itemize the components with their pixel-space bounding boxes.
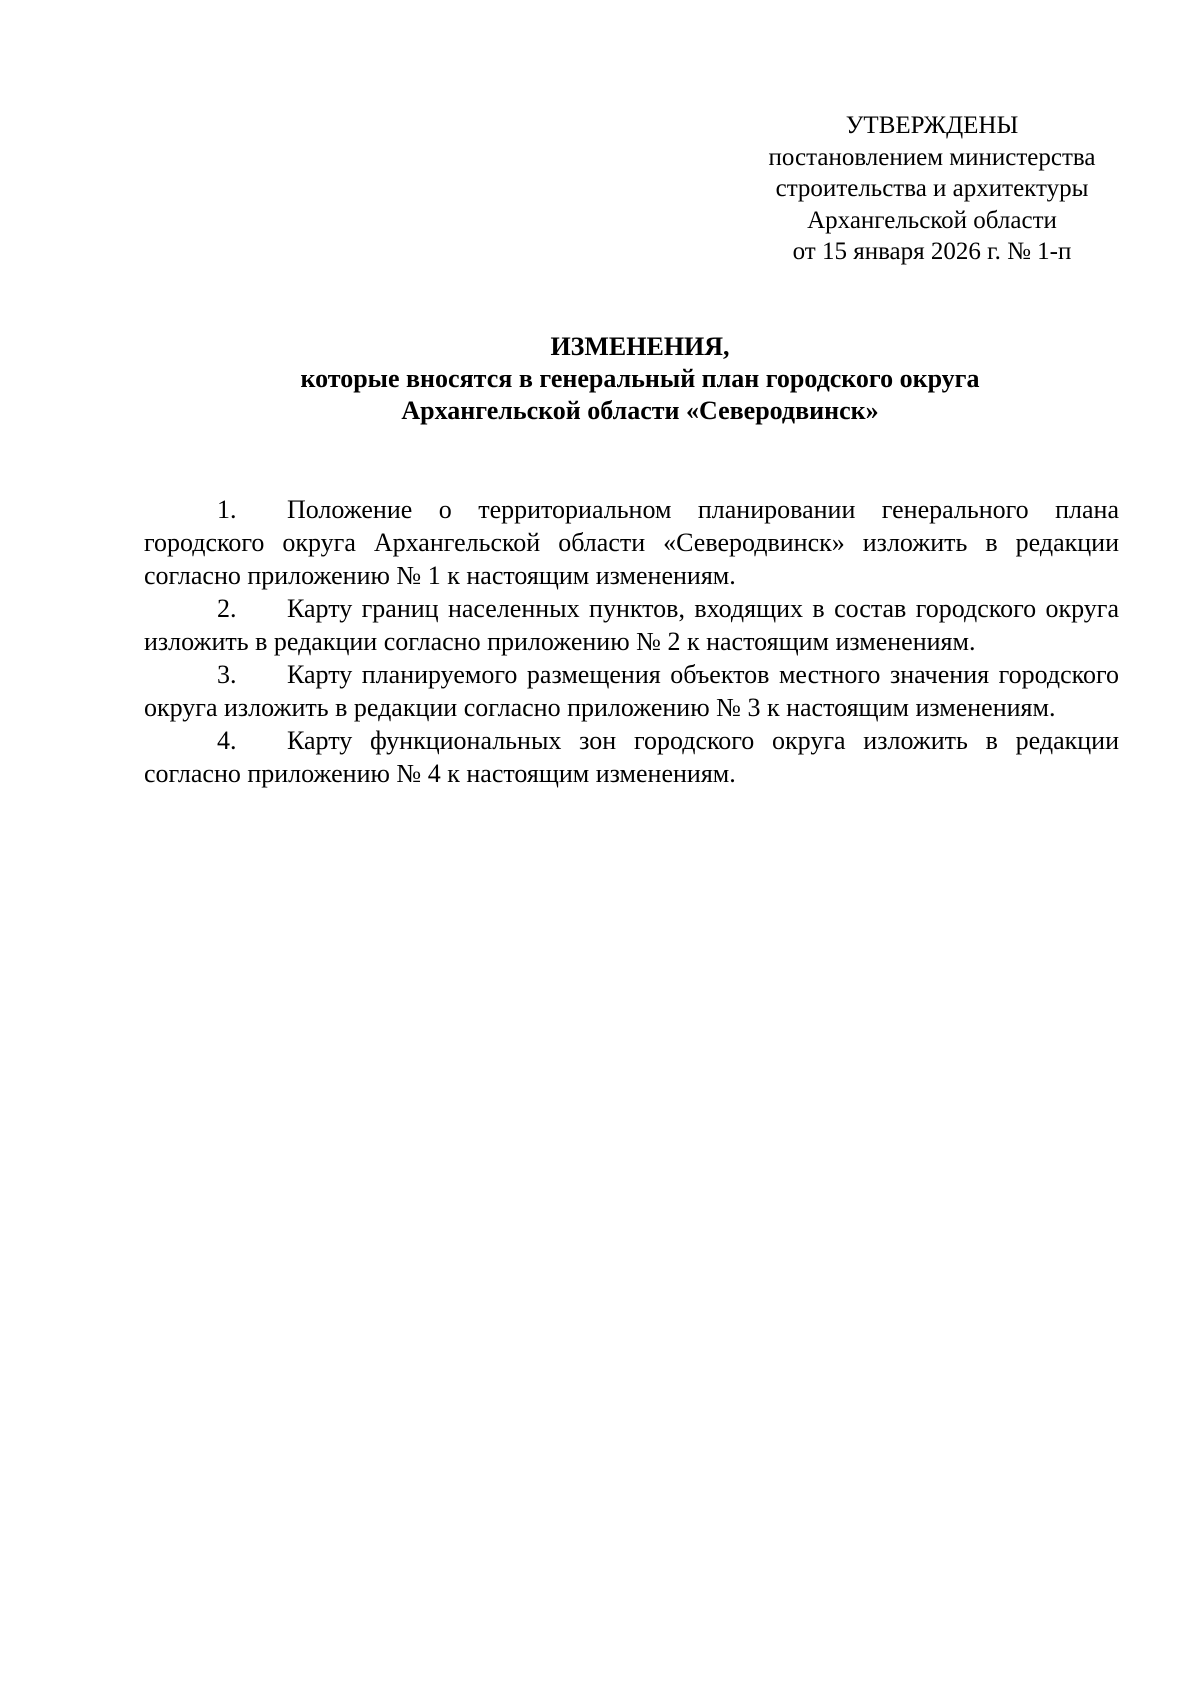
- item-text: Карту функциональных зон городского округа изложить в редакции согласно приложению № 4 к настоящим изменениям.: [144, 726, 1119, 788]
- item-number: 2.: [217, 594, 237, 623]
- approval-line: постановлением министерства: [768, 143, 1096, 171]
- changes-list: [144, 493, 1119, 790]
- item-text: Карту границ населенных пунктов, входящих в состав городского округа изложить в редакции согласно приложению № 2 к настоящим изменениям.: [144, 594, 1119, 656]
- list-item: [144, 724, 1119, 790]
- list-item: [144, 493, 1119, 592]
- item-text: Карту планируемого размещения объектов местного значения городского округа изложить в редакции согласно приложению № 3 к настоящим изменениям.: [144, 660, 1119, 722]
- document-title: [140, 331, 1140, 427]
- title-subtitle-line: которые вносятся в генеральный план городского округа: [300, 364, 980, 393]
- item-number: 4.: [217, 726, 237, 755]
- item-text: Положение о территориальном планировании генерального плана городского округа Архангельской области «Северодвинск» изложить в редакции согласно приложению № 1 к настоящим изменениям.: [144, 495, 1119, 590]
- item-number: 1.: [217, 495, 237, 524]
- title-main: ИЗМЕНЕНИЯ,: [550, 332, 730, 361]
- approval-stamp: [728, 110, 1136, 268]
- approval-line: строительства и архитектуры: [775, 175, 1089, 202]
- list-item: [144, 658, 1119, 724]
- approval-line: от 15 января 2026 г. № 1-п: [792, 238, 1072, 265]
- item-number: 3.: [217, 660, 237, 689]
- list-item: [144, 592, 1119, 658]
- approval-heading: УТВЕРЖДЕНЫ: [845, 112, 1019, 139]
- approval-line: Архангельской области: [807, 206, 1057, 234]
- title-subtitle-line: Архангельской области «Северодвинск»: [401, 396, 879, 425]
